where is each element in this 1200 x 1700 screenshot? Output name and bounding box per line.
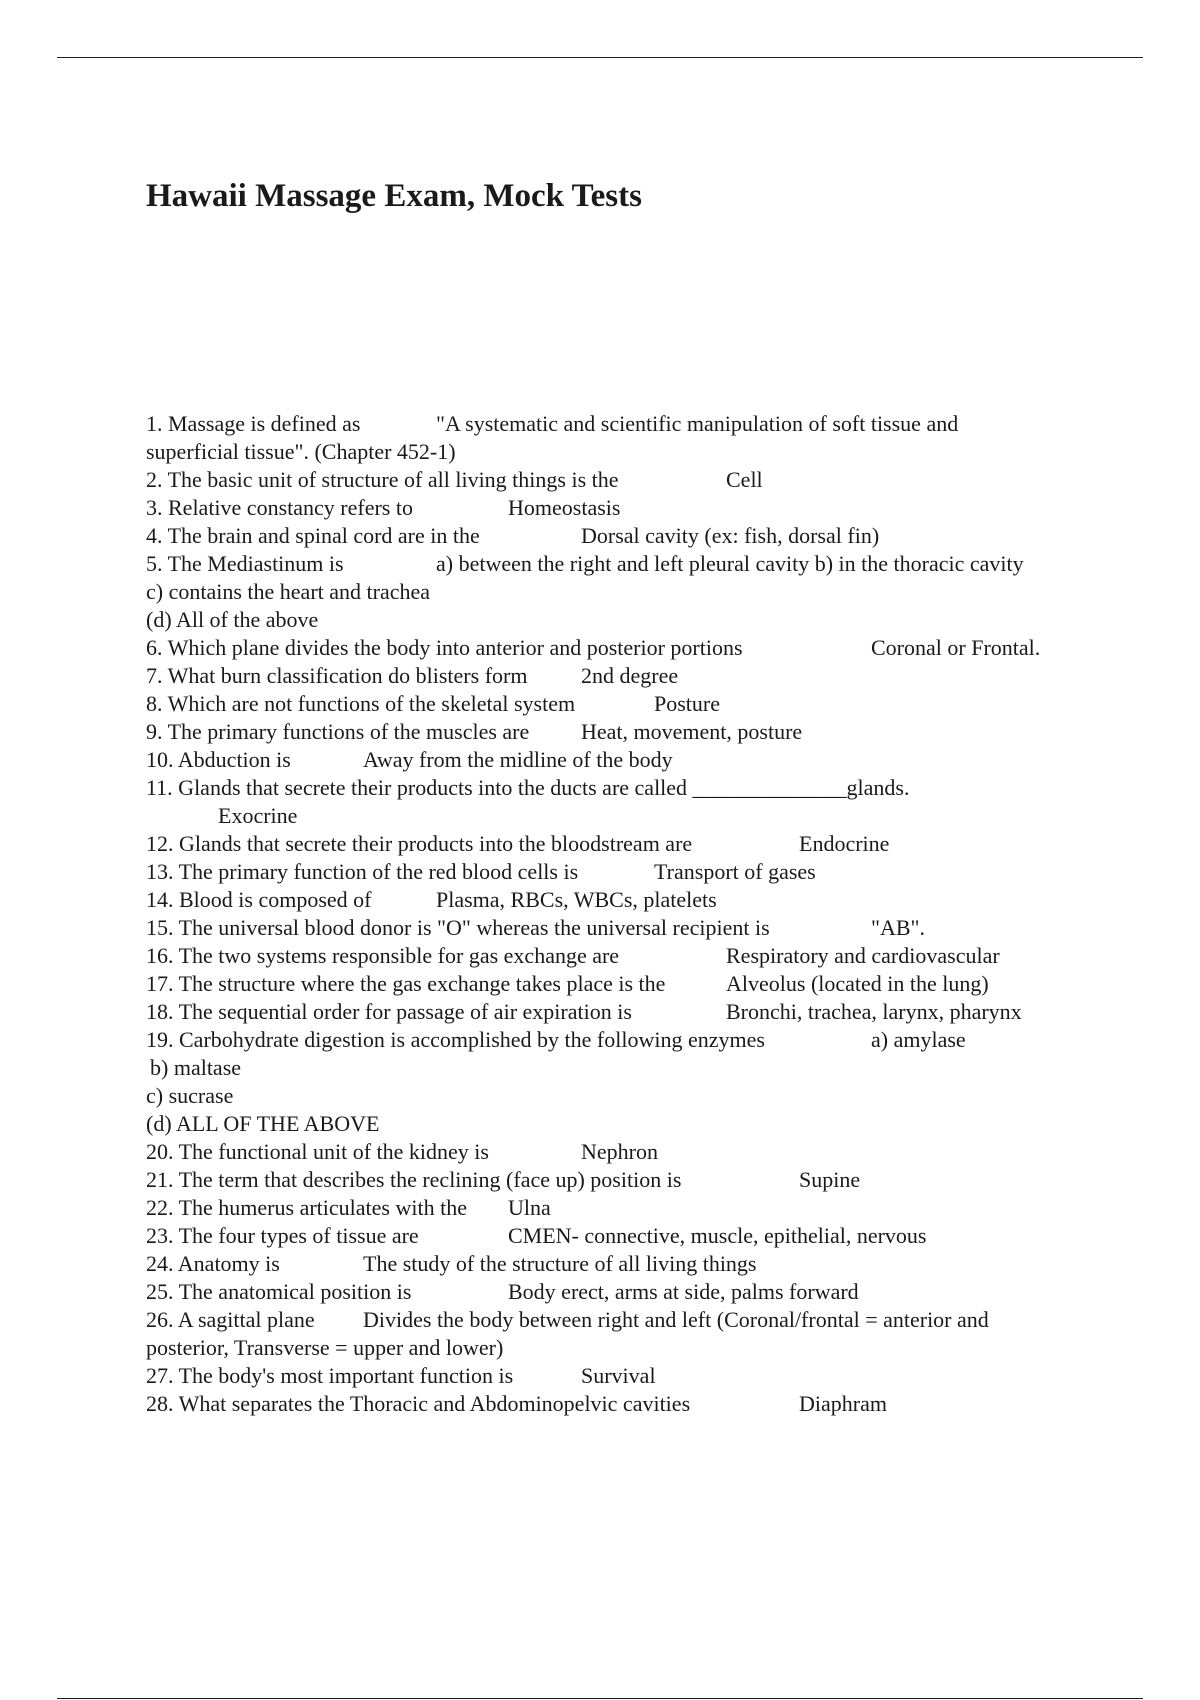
qa-line-17 <box>146 970 1146 998</box>
continuation-text: posterior, Transverse = upper and lower) <box>146 1335 504 1360</box>
qa-line-16 <box>146 942 1146 970</box>
answer-text: CMEN- connective, muscle, epithelial, nervous <box>508 1223 927 1248</box>
qa-line-20 <box>146 1138 1146 1166</box>
question-text: 2. The basic unit of structure of all living things is the <box>146 467 619 492</box>
qa-line-21 <box>146 1166 1146 1194</box>
qa-line-7 <box>146 662 1146 690</box>
question-text: 21. The term that describes the reclining (face up) position is <box>146 1167 682 1192</box>
question-text: 7. What burn classification do blisters form <box>146 663 528 688</box>
answer-text: Divides the body between right and left (Coronal/frontal = anterior and <box>363 1307 989 1332</box>
qa-line-18 <box>146 998 1146 1026</box>
qa-line-27 <box>146 1362 1146 1390</box>
answer-text: Transport of gases <box>654 859 816 884</box>
question-text: 9. The primary functions of the muscles are <box>146 719 530 744</box>
continuation-text: superficial tissue". (Chapter 452-1) <box>146 439 456 464</box>
answer-text: Homeostasis <box>508 495 621 520</box>
qa-line-10 <box>146 746 1146 774</box>
question-text: 1. Massage is defined as <box>146 411 361 436</box>
qa-line-19 <box>146 1026 1146 1054</box>
question-text: 11. Glands that secrete their products into the ducts are called ______________glands. <box>146 775 910 800</box>
qa-line-5 <box>146 550 1146 578</box>
page-title: Hawaii Massage Exam, Mock Tests <box>146 178 642 214</box>
answer-text: Bronchi, trachea, larynx, pharynx <box>726 999 1022 1024</box>
question-text: 4. The brain and spinal cord are in the <box>146 523 480 548</box>
answer-text: Dorsal cavity (ex: fish, dorsal fin) <box>581 523 880 548</box>
answer-text: a) amylase <box>871 1027 966 1052</box>
qa-line-14 <box>146 886 1146 914</box>
qa-line-28 <box>146 1390 1146 1418</box>
question-text: 25. The anatomical position is <box>146 1279 412 1304</box>
qa-line-13 <box>146 858 1146 886</box>
answer-text: Cell <box>726 467 763 492</box>
qa-line-1 <box>146 410 1146 438</box>
question-text: 17. The structure where the gas exchange takes place is the <box>146 971 666 996</box>
question-text: 20. The functional unit of the kidney is <box>146 1139 489 1164</box>
answer-text: The study of the structure of all living things <box>363 1251 757 1276</box>
question-text: 23. The four types of tissue are <box>146 1223 419 1248</box>
answer-text: Supine <box>799 1167 861 1192</box>
qa-line-9 <box>146 718 1146 746</box>
question-text: 6. Which plane divides the body into anterior and posterior portions <box>146 635 743 660</box>
question-text: 13. The primary function of the red blood cells is <box>146 859 579 884</box>
qa-line-26-cont <box>146 1334 1146 1362</box>
question-text: 14. Blood is composed of <box>146 887 372 912</box>
continuation-text: (d) All of the above <box>146 607 319 632</box>
answer-text: Posture <box>654 691 720 716</box>
question-answer-list <box>146 410 1146 1418</box>
qa-line-11-answer <box>146 802 1146 830</box>
question-text: 16. The two systems responsible for gas exchange are <box>146 943 620 968</box>
question-text: 18. The sequential order for passage of air expiration is <box>146 999 632 1024</box>
answer-text: Ulna <box>508 1195 551 1220</box>
answer-text: Exocrine <box>218 803 298 828</box>
question-text: 19. Carbohydrate digestion is accomplished by the following enzymes <box>146 1027 765 1052</box>
answer-text: Diaphram <box>799 1391 887 1416</box>
answer-text: 2nd degree <box>581 663 679 688</box>
top-rule <box>57 57 1143 58</box>
question-text: 15. The universal blood donor is "O" whereas the universal recipient is <box>146 915 770 940</box>
continuation-text: c) sucrase <box>146 1083 234 1108</box>
question-text: 27. The body's most important function is <box>146 1363 514 1388</box>
qa-line-11 <box>146 774 1146 802</box>
question-text: 22. The humerus articulates with the <box>146 1195 467 1220</box>
answer-text: Endocrine <box>799 831 890 856</box>
continuation-text: b) maltase <box>150 1055 242 1080</box>
question-text: 26. A sagittal plane <box>146 1307 315 1332</box>
question-text: 10. Abduction is <box>146 747 291 772</box>
answer-text: a) between the right and left pleural cavity b) in the thoracic cavity <box>436 551 1024 576</box>
qa-line-19-cont <box>146 1110 1146 1138</box>
answer-text: "AB". <box>871 915 926 940</box>
answer-text: Body erect, arms at side, palms forward <box>508 1279 859 1304</box>
qa-line-4 <box>146 522 1146 550</box>
qa-line-15 <box>146 914 1146 942</box>
qa-line-19-cont <box>146 1082 1146 1110</box>
question-text: 5. The Mediastinum is <box>146 551 344 576</box>
continuation-text: c) contains the heart and trachea <box>146 579 431 604</box>
qa-line-19-cont <box>146 1054 1146 1082</box>
qa-line-5-cont <box>146 606 1146 634</box>
question-text: 3. Relative constancy refers to <box>146 495 413 520</box>
qa-line-2 <box>146 466 1146 494</box>
qa-line-8 <box>146 690 1146 718</box>
answer-text: Heat, movement, posture <box>581 719 803 744</box>
answer-text: Plasma, RBCs, WBCs, platelets <box>436 887 717 912</box>
question-text: 24. Anatomy is <box>146 1251 280 1276</box>
answer-text: Nephron <box>581 1139 658 1164</box>
qa-line-3 <box>146 494 1146 522</box>
qa-line-25 <box>146 1278 1146 1306</box>
answer-text: "A systematic and scientific manipulation of soft tissue and <box>436 411 959 436</box>
answer-text: Survival <box>581 1363 656 1388</box>
question-text: 28. What separates the Thoracic and Abdominopelvic cavities <box>146 1391 691 1416</box>
qa-line-6 <box>146 634 1146 662</box>
qa-line-5-cont <box>146 578 1146 606</box>
qa-line-23 <box>146 1222 1146 1250</box>
qa-line-1-cont <box>146 438 1146 466</box>
qa-line-12 <box>146 830 1146 858</box>
answer-text: Coronal or Frontal. <box>871 635 1041 660</box>
answer-text: Alveolus (located in the lung) <box>726 971 989 996</box>
qa-line-26 <box>146 1306 1146 1334</box>
question-text: 12. Glands that secrete their products into the bloodstream are <box>146 831 693 856</box>
question-text: 8. Which are not functions of the skeletal system <box>146 691 576 716</box>
answer-text: Respiratory and cardiovascular <box>726 943 1000 968</box>
bottom-rule <box>57 1698 1143 1699</box>
qa-line-24 <box>146 1250 1146 1278</box>
answer-text: Away from the midline of the body <box>363 747 673 772</box>
continuation-text: (d) ALL OF THE ABOVE <box>146 1111 380 1136</box>
qa-line-22 <box>146 1194 1146 1222</box>
